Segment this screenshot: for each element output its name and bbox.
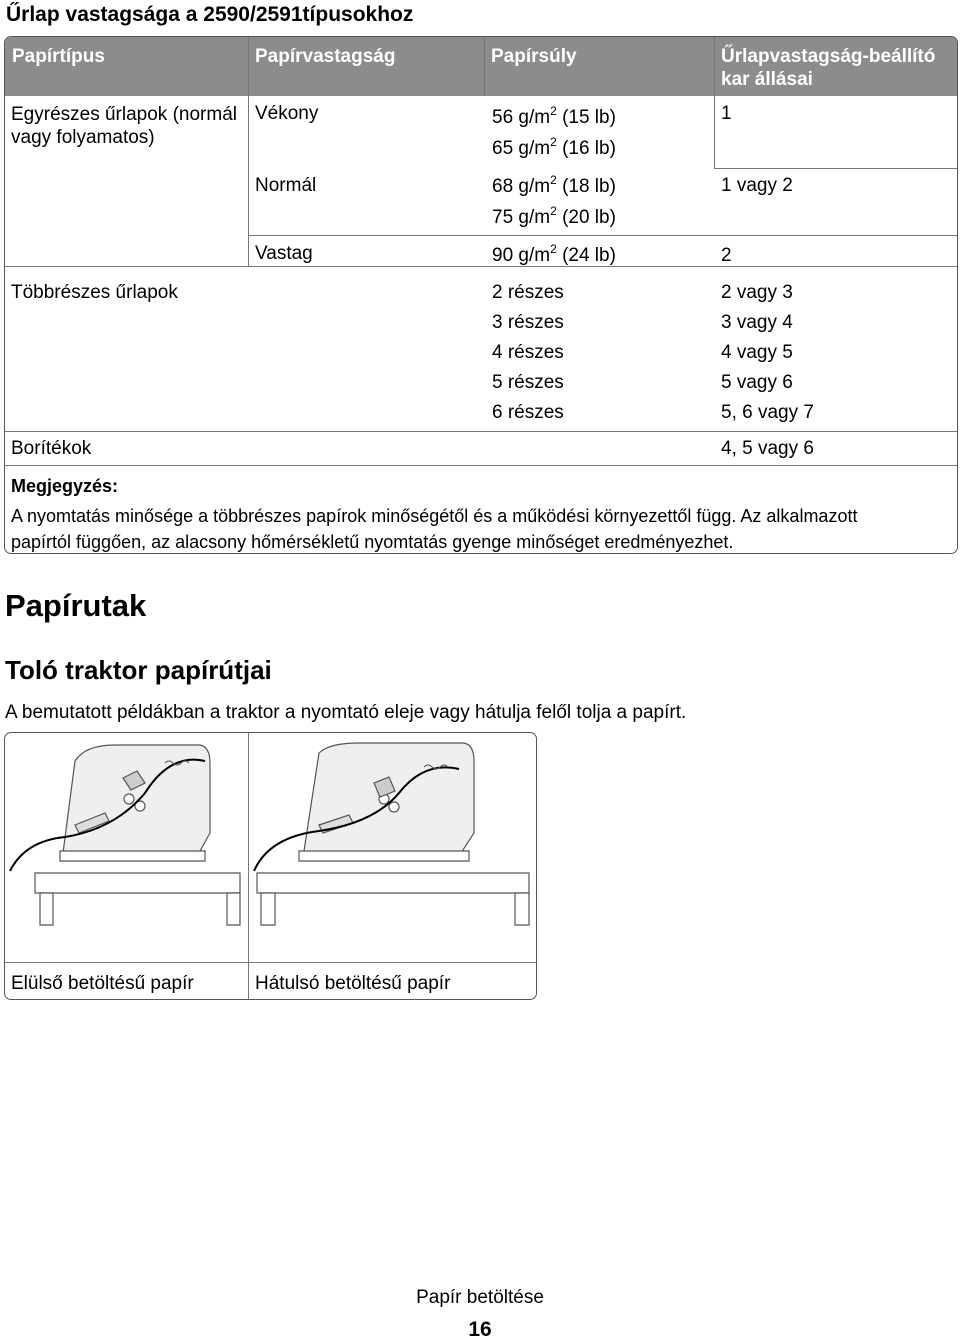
- caption-rear-load: Hátulsó betöltésű papír: [255, 973, 451, 994]
- header-paper-thickness: Papírvastagság: [255, 46, 396, 67]
- header-lever-positions: Űrlapvastagság-beállító kar állásai: [721, 46, 936, 90]
- weight-normal-2: 75 $g/m^2$ (20 lb): [492, 204, 616, 228]
- front-load-printer-illustration: [5, 733, 248, 962]
- position-thick: 2: [721, 245, 732, 266]
- multi-part-6: 6 részes: [492, 402, 564, 423]
- footer-section-name: Papír betöltése: [416, 1287, 544, 1308]
- multi-part-2: 2 részes: [492, 282, 564, 303]
- header-paper-type: Papírtípus: [12, 46, 105, 67]
- multi-position-1: 2 vagy 3: [721, 282, 793, 303]
- position-normal: 1 vagy 2: [721, 175, 793, 196]
- position-envelopes: 4, 5 vagy 6: [721, 438, 814, 459]
- page-number: 16: [468, 1318, 492, 1341]
- intro-paragraph: A bemutatott példákban a traktor a nyomtató eleje vagy hátulja felől tolja a papírt.: [5, 702, 687, 723]
- note-line-1: A nyomtatás minősége a többrészes papírok minőségétől és a működési környezettől függ. Az alkalmazott: [11, 506, 858, 526]
- multi-part-3: 3 részes: [492, 312, 564, 333]
- paper-type-multi-part: Többrészes űrlapok: [11, 282, 178, 303]
- note-line-2: papírtól függően, az alacsony hőmérsékletű nyomtatás gyenge minőséget eredményezhet.: [11, 532, 734, 552]
- thickness-normal: Normál: [255, 175, 317, 196]
- position-thin: 1: [721, 103, 732, 124]
- table-title: Űrlap vastagsága a 2590/2591típusokhoz: [6, 3, 414, 26]
- header-paper-weight: Papírsúly: [491, 46, 577, 67]
- multi-position-5: 5, 6 vagy 7: [721, 402, 814, 423]
- weight-normal-1: 68 $g/m^2$ (18 lb): [492, 173, 616, 197]
- weight-thin-2: 65 $g/m^2$ (16 lb): [492, 135, 616, 159]
- rear-load-printer-illustration: [249, 733, 536, 962]
- weight-thick: 90 $g/m^2$ (24 lb): [492, 242, 616, 266]
- paper-thickness-table: [4, 36, 958, 554]
- caption-front-load: Elülső betöltésű papír: [11, 973, 194, 994]
- note-label: Megjegyzés:: [11, 476, 119, 496]
- table-header-row: [5, 37, 957, 96]
- multi-position-3: 4 vagy 5: [721, 342, 793, 363]
- section-title: Papírutak: [5, 588, 147, 623]
- multi-part-5: 5 részes: [492, 372, 564, 393]
- paper-type-single-part: Egyrészes űrlapok (normál vagy folyamatos): [11, 104, 237, 148]
- multi-part-4: 4 részes: [492, 342, 564, 363]
- multi-position-2: 3 vagy 4: [721, 312, 793, 333]
- weight-thin-1: 56 $g/m^2$ (15 lb): [492, 104, 616, 128]
- multi-position-4: 5 vagy 6: [721, 372, 793, 393]
- thickness-thin: Vékony: [255, 103, 319, 124]
- subsection-title: Toló traktor papírútjai: [5, 655, 272, 685]
- thickness-thick: Vastag: [255, 243, 313, 264]
- paper-type-envelopes: Borítékok: [11, 438, 92, 459]
- paper-path-figure: [4, 732, 537, 1000]
